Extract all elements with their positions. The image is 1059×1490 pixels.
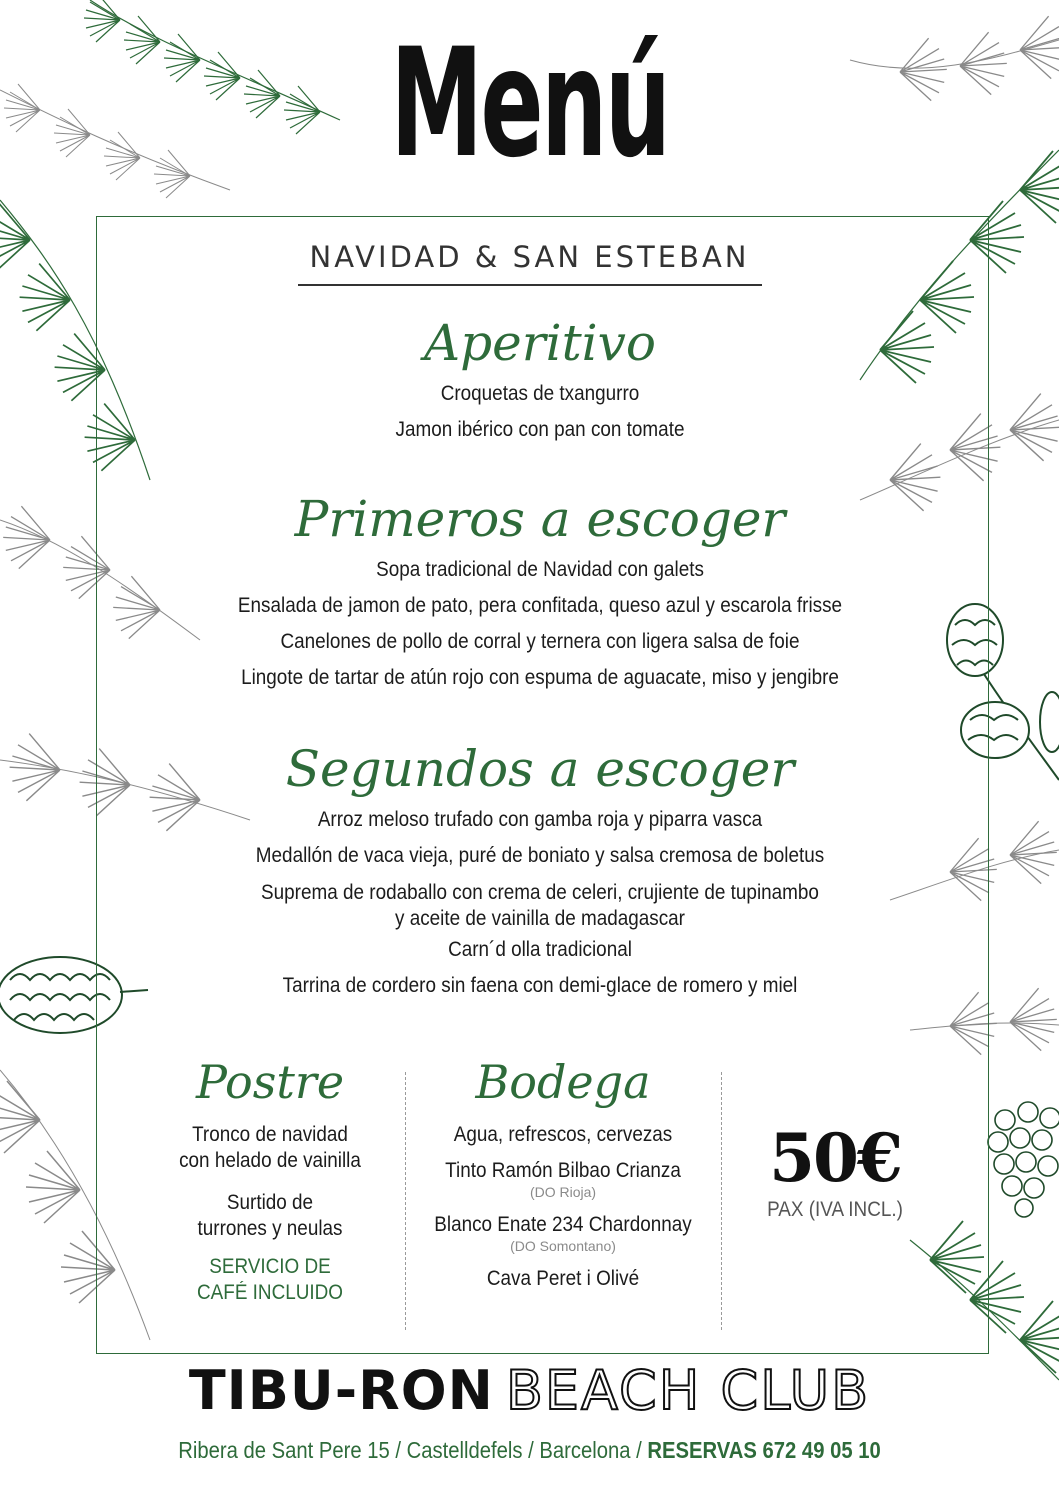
primeros-section (150, 486, 930, 696)
brand-name-bold: TIBU-RON (188, 1359, 494, 1422)
price-note: PAX (IVA INCL.) (767, 1198, 903, 1221)
bodega-item: Cava Peret i Olivé (486, 1267, 640, 1290)
menu-item: Tarrina de cordero sin faena con demi-glace de romero y miel (282, 974, 798, 997)
postre-item: turrones y neulas (197, 1217, 343, 1240)
segundos-heading: Segundos a escoger (285, 740, 795, 798)
page-title: Menú (390, 17, 669, 191)
postre-section (150, 1052, 390, 1306)
postre-item: Tronco de navidad (192, 1123, 348, 1146)
menu-item: Sopa tradicional de Navidad con galets (376, 558, 704, 581)
price-amount: 50€ (769, 1119, 901, 1197)
column-divider (405, 1072, 406, 1330)
brand-logo (0, 1356, 1059, 1426)
column-divider (721, 1072, 722, 1330)
wine-origin: (DO Somontano) (510, 1238, 616, 1254)
bodega-item: Tinto Ramón Bilbao Crianza (445, 1159, 681, 1182)
menu-item: Croquetas de txangurro (440, 382, 640, 405)
bodega-section (412, 1052, 714, 1292)
postre-item: con helado de vainilla (179, 1149, 361, 1172)
price-section (730, 1118, 940, 1222)
brand-name-outline: BEACH CLUB (505, 1359, 871, 1422)
bodega-item: Blanco Enate 234 Chardonnay (434, 1213, 692, 1236)
menu-item: Lingote de tartar de atún rojo con espuma de aguacate, miso y jengibre (241, 666, 839, 689)
menu-item: Carn´d olla tradicional (448, 938, 632, 961)
menu-item: Canelones de pollo de corral y ternera con ligera salsa de foie (280, 630, 800, 653)
footer-address (64, 1432, 996, 1468)
bodega-heading: Bodega (475, 1055, 651, 1109)
coffee-service-note: SERVICIO DE (209, 1255, 331, 1278)
menu-item: Medallón de vaca vieja, puré de boniato y salsa cremosa de boletus (255, 844, 825, 867)
bodega-item: Agua, refrescos, cervezas (453, 1123, 673, 1146)
primeros-heading: Primeros a escoger (294, 490, 786, 548)
postre-item: Surtido de (226, 1191, 314, 1214)
berry-cluster-icon (988, 1102, 1059, 1217)
coffee-service-note: CAFÉ INCLUIDO (197, 1281, 343, 1304)
segundos-section (150, 736, 930, 1004)
menu-item: Suprema de rodaballo con crema de celeri, crujiente de tupinambo (261, 881, 819, 904)
menu-item: Ensalada de jamon de pato, pera confitada, queso azul y escarola frisse (237, 594, 843, 617)
menu-item: Jamon ibérico con pan con tomate (395, 418, 685, 441)
menu-item: Arroz meloso trufado con gamba roja y piparra vasca (317, 808, 763, 831)
wine-origin: (DO Rioja) (529, 1184, 597, 1200)
aperitivo-heading: Aperitivo (423, 314, 657, 372)
menu-item-continued: y aceite de vainilla de madagascar (395, 907, 685, 930)
menu-subtitle: NAVIDAD & SAN ESTEBAN (298, 234, 762, 286)
postre-heading: Postre (195, 1055, 345, 1109)
aperitivo-section (150, 310, 930, 448)
address-text: Ribera de Sant Pere 15 / Castelldefels / Barcelona / (178, 1437, 642, 1463)
reservations-phone[interactable]: RESERVAS 672 49 05 10 (647, 1437, 881, 1463)
